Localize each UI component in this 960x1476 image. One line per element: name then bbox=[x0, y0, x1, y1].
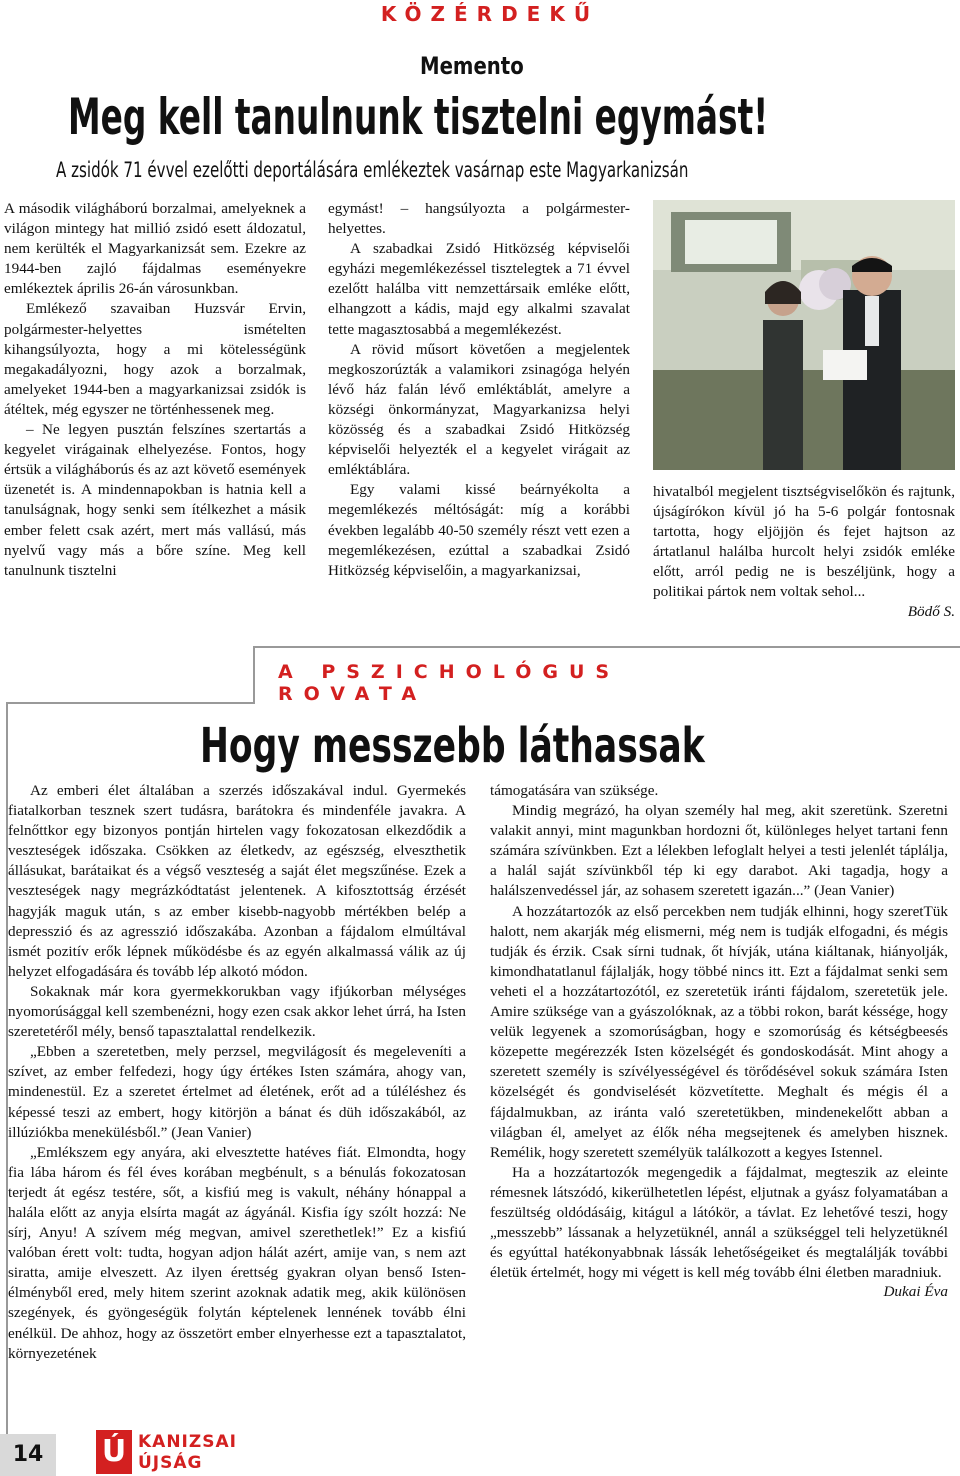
page-number: 14 bbox=[12, 1442, 44, 1467]
paragraph: hivatalból megjelent tisztségviselőkön és rajtunk, újságírókon kívül jó ha 5-6 polgár fontosnak tartotta, hogy eljöjjön és fejet hajtson az ártatlanul halálba hurcolt helyi zsidók emléke előtt, arról pedig ne is beszéljünk, hogy a politikai pártok nem voltak sehol... bbox=[653, 483, 955, 601]
paragraph: Sokaknak már kora gyermekkorukban vagy ifjúkorban mélységes nyomorúsággal kell szembenézni, hogy ezen csak akkor lehet úrrá, ha Isten szeretetéről mély, benső tapasztalattal rendelkezik. bbox=[8, 982, 466, 1041]
paragraph: Az emberi élet általában a szerzés időszakával indul. Gyermekés fiatalkorban tesznek szert tudásra, barátokra és mindenféle javakra. A felnőttkor egy bizonyos pontján hirtelen vagy fokozatosan elkezdődik a veszteségek időszaka. Csökken az életkedv, az egészség, elveszthetik állásukat, barátaikat és a végső veszteség a saját élet megszűnése. Ezek a veszteségek nagy megrázkódtatást jelentenek. A kifosztottság érzését hagyják maguk után, s az ember kisebb-nagyobb mértékben belép a depresszió és az agresszió időszakába. Azonban a fájdalom elmúltával ismét pozitív erők lépnek működésbe és az egyén alkalmassá válik az új helyzet elfogadására és tovább lép alkotó módon. bbox=[8, 782, 466, 980]
logo-line2: ÚJSÁG bbox=[138, 1453, 203, 1473]
article2-col2 bbox=[490, 781, 948, 1301]
page-number-box bbox=[0, 1434, 56, 1476]
author-signature: Dukai Éva bbox=[883, 1283, 948, 1301]
paragraph: egymást! – hangsúlyozta a polgármester-helyettes. bbox=[328, 200, 630, 238]
author-signature: Bödő S. bbox=[907, 602, 955, 620]
paragraph: „Ebben a szeretetben, mely perzsel, megvilágosít és megeleveníti a szívet, az ember felfedezi, hogy úgy értékes Isten számára, ahogy van, mindenestül. Ez a szeretet értelmet ad életének, erőt ad a túléléshez és képessé teszi az embert, hogy kitörjön a bánat és düh időszakából, az illúziókba menekülésből.” (Jean Vanier) bbox=[8, 1043, 466, 1141]
frame-step-rule bbox=[6, 702, 255, 704]
memorial-photo bbox=[653, 200, 955, 470]
paragraph: Emlékező szavaiban Huzsvár Ervin, polgármester-helyettes ismételten kihangsúlyozta, hogy a mi kötelességünk megakadályozni, hogy azok a borzalmak, amelyeket 1944-ben a magyarkanizsai zsidók is átéltek, még egyszer ne történhessenek meg. bbox=[4, 300, 306, 418]
column-label: A PSZICHOLÓGUS ROVATA bbox=[278, 661, 621, 705]
headline: Meg kell tanulnunk tisztelni egymást! bbox=[68, 88, 769, 146]
logo-line1: KANIZSAI bbox=[138, 1432, 237, 1452]
article1-col1 bbox=[4, 199, 306, 581]
article1-col3 bbox=[653, 482, 955, 621]
paragraph: „Emlékszem egy anyára, aki elvesztette hatéves fiát. Elmondta, hogy fia lába három és fél éves korában megbénult, s a bénulás fokozatosan terjedt át egész testére, sőt, a kisfiú meg is vakult, néhány hónappal a halála előtt az anyja elsírta magát az ágyánál. Kisfia így szólt hozzá: Ne sírj, Anyu! A szívem még megvan, amivel szerethetlek!” Ez a kisfiú valóban érett volt: tudta, hogyan adjon hálát azért, amije van, s nem azt siratta, amije elveszett. Az ilyen érettség gyakran olyan benső Isten-élményből ered, mely hitem szerint azoknak adatik meg, akik különösen szegények, és gyöngeségük folytán képtelenek lennének tovább élni enélkül. De ahhoz, hogy az összetört ember elnyerhesse ezt a tapasztalatot, környezetének bbox=[8, 1143, 466, 1362]
frame-top-rule bbox=[253, 646, 960, 648]
article1-col2 bbox=[328, 199, 630, 581]
paragraph: Mindig megrázó, ha olyan személy hal meg, akit szeretünk. Szeretni valakit annyi, mint magunkban hordozni őt, különleges helyet tartani fenn számára szívünkben. Ezt a lélekben lefoglalt helyei a testi jelenlét táplálja, a halál saját szívünkből tép ki egy darabot. Aki tagadja, hogy a halálszenvedéssel jár, az sohasem szeretett igazán...” (Jean Vanier) bbox=[490, 802, 948, 900]
article2-headline: Hogy messzebb láthassak bbox=[200, 718, 705, 774]
logo-mark: Ú bbox=[96, 1430, 132, 1474]
paragraph: A rövid műsort követően a megjelentek megkoszorúzták a valamikori zsinagóga helyén lévő ház falán lévő emléktáblát, amelyre a községi önkormányzat, Magyarkanizsa helyi közösség és a szabadkai Zsidó Hitközség képviselői helyezték el a kegyelet virágait az emléktáblára. bbox=[328, 340, 630, 479]
subhead: A zsidók 71 évvel ezelőtti deportálására emlékeztek vasárnap este Magyarkanizsán bbox=[56, 158, 689, 182]
article2-col1 bbox=[8, 781, 466, 1364]
photo-illustration bbox=[653, 200, 955, 470]
frame-left-rule bbox=[253, 646, 255, 702]
kicker: Memento bbox=[420, 52, 524, 80]
paragraph: A második világháború borzalmai, amelyeknek a világon mintegy hat millió zsidó esett áldozatul, nem kerülték el Magyarkanizsát sem. Ezekre az 1944-ben zajló fájdalmas eseményekre emlékeztek április 26-án városunkban. bbox=[4, 200, 306, 298]
paragraph: Ha a hozzátartozók megengedik a fájdalmat, megteszik az eleinte rémesnek látszódó, kikerülhetetlen lépést, eljutnak a gyász folyamatában a feszültség oldódásáig, kitágul a látókör, a távlat. Ez lehetővé teszi, hogy „messzebb” lássanak a helyzetüknél, annál a szükséggel teli helyzetüknél és egyúttal hatékonyabbnak lássák lehetőségeiket és megtalálják további életük értelmét, hogy mi végett is kell még tovább élni életben maradniuk. bbox=[490, 1163, 948, 1282]
paragraph: Egy valami kissé beárnyékolta a megemlékezés méltóságát: míg a korábbi években legalább 40-50 személy részt vett ezen a megemlékezésen, ezúttal a szabadkai Zsidó Hitközség képviselőin, a magyarkanizsai, bbox=[328, 481, 630, 579]
section-label: KÖZÉRDEKŰ bbox=[380, 2, 600, 26]
paragraph: A hozzátartozók az első percekben nem tudják elhinni, hogy szeretTük halott, nem akarják még elismerni, még nem is tudják elfogadni, és mégis tudják és érzik. Csak sírni tudnak, őt hívják, utána kiáltanak, hiányolják, kimondhatatlanul fájlalják, hogy többé nincs itt. Ezt a fájdalmat senki sem veheti el a hozzátartozótól, ez szeretetük iránti fájdalom, szeretetük jele. Amire szüksége van a gyászolóknak, az a többi rokon, barát késsége, hogy velük legyenek a szomorúságban, hogy e szomorúság és kétségbeesés közepette megérezzék Isten közelségét és gondoskodását. Mint ahogy a szeretett személy is szívélyességével és törődésével sokuk számára Isten közelségét és gondviselését közvetítette. Meghalt és mégis él a fájdalmukban, az iránta való szeretetükben, mindenekelőtt abban a világban él, amelyet az élők néha megsejtenek és amelyben hisznek. Remélik, hogy szeretett személyük találkozott a kegyes Istennel. bbox=[490, 902, 948, 1161]
paragraph: támogatására van szüksége. bbox=[490, 782, 659, 799]
paragraph: A szabadkai Zsidó Hitközség képviselői egyházi megemlékezéssel tisztelegtek a 71 évvel ezelőtt halálba vitt nemzettársaik emléke előtt, elhangzott a kádis, majd egy alkalmi szavalat tette magasztosabbá a megemlékezést. bbox=[328, 240, 630, 338]
paragraph: – Ne legyen pusztán felszínes szertartás a kegyelet virágainak elhelyezése. Fontos, hogy értsük a világháborús és az azt követő események üzenetét is. A mindennapokban is hatnia kell a tanulságnak, hogy senki sem ítélkezhet a másik ember felett csak azért, mert más vallású, más nyelvű vagy más a bőre színe. Meg kell tanulnunk tisztelni bbox=[4, 421, 306, 579]
logo bbox=[96, 1430, 256, 1476]
